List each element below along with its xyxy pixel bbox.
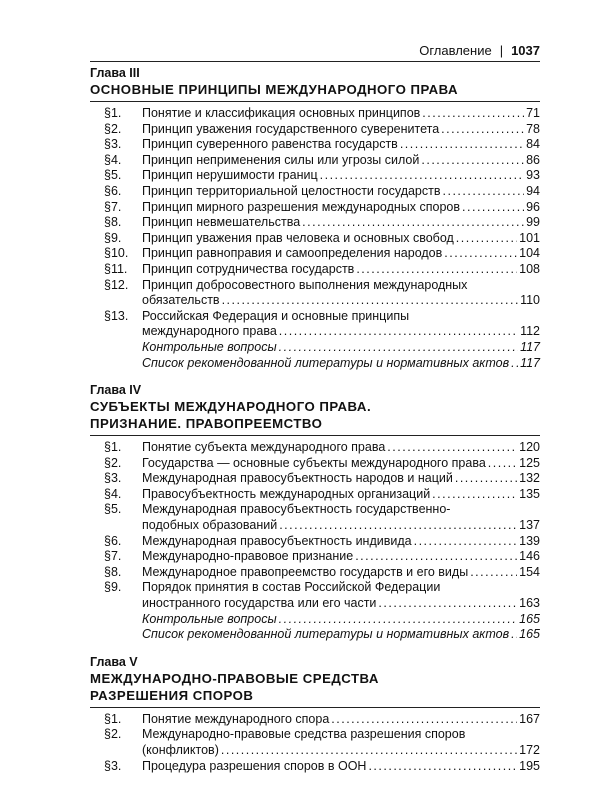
toc-entry[interactable] <box>90 262 540 278</box>
section-number <box>90 340 142 356</box>
toc-entry[interactable] <box>90 309 540 340</box>
entry-title: обязательств <box>142 293 220 308</box>
section-number: §7. <box>104 549 122 564</box>
page-number: 139 <box>519 533 540 548</box>
entry-text <box>142 184 540 200</box>
section-number: §7. <box>104 199 122 214</box>
toc-entry[interactable] <box>90 278 540 309</box>
entry-line <box>142 246 540 262</box>
page-number: 172 <box>519 743 540 757</box>
entry-line <box>142 518 540 534</box>
section-number: §11. <box>104 261 128 276</box>
section-number: §2. <box>104 727 122 742</box>
entry-text <box>142 727 540 758</box>
toc-entry[interactable] <box>90 759 540 775</box>
entry-text <box>142 137 540 153</box>
section-number: §9. <box>104 580 122 595</box>
entry-line <box>142 293 540 309</box>
dot-leader <box>331 712 517 728</box>
toc-entry[interactable] <box>90 471 540 487</box>
page-number: 96 <box>526 199 540 214</box>
entry-line <box>142 502 540 518</box>
entry-title: Международная правосубъектность индивида <box>142 533 412 548</box>
dot-leader <box>356 262 517 278</box>
dot-leader <box>470 565 517 581</box>
entry-title: Принцип равноправия и самоопределения народов <box>142 246 443 261</box>
chapter-label: Глава IV <box>90 383 142 398</box>
entry-line <box>142 340 540 356</box>
entry-title: Список рекомендованной литературы и нормативных актов <box>142 627 510 642</box>
toc-entry[interactable] <box>90 487 540 503</box>
entry-line <box>142 106 540 122</box>
entry-title: иностранного государства или его части <box>142 596 377 611</box>
entry-text <box>142 712 540 728</box>
entry-line <box>142 356 540 372</box>
entry-text <box>142 246 540 262</box>
dot-leader <box>421 153 524 169</box>
page-number: 78 <box>526 121 540 136</box>
dot-leader <box>511 356 518 372</box>
entry-text <box>142 456 540 472</box>
entry-line <box>142 324 540 340</box>
entry-line <box>142 487 540 503</box>
entry-text <box>142 122 540 138</box>
page-number: 165 <box>519 611 540 626</box>
entry-title: Правосубъектность международных организаций <box>142 486 431 501</box>
entry-line <box>142 471 540 487</box>
section-number: §3. <box>104 471 122 486</box>
page-number: 163 <box>519 596 540 611</box>
entry-text <box>142 168 540 184</box>
dot-leader <box>455 471 517 487</box>
entry-title: Контрольные вопросы <box>142 339 277 354</box>
toc-entry[interactable] <box>90 137 540 153</box>
toc-entry[interactable] <box>90 712 540 728</box>
entry-text <box>142 215 540 231</box>
entry-line <box>142 565 540 581</box>
entry-line <box>142 549 540 565</box>
entry-title: Контрольные вопросы <box>142 611 277 626</box>
chapter-title <box>90 670 540 708</box>
page-number: 110 <box>520 293 540 308</box>
chapter-title-line: СУБЪЕКТЫ МЕЖДУНАРОДНОГО ПРАВА. <box>90 399 372 415</box>
page-number: 112 <box>520 324 540 339</box>
entry-title: Принцип уважения прав человека и основных свобод <box>142 230 454 245</box>
section-number: §9. <box>104 230 122 245</box>
entry-title: (конфликтов) <box>142 743 219 757</box>
entry-text <box>142 440 540 456</box>
entry-line <box>142 262 540 278</box>
page-number: 117 <box>520 355 540 370</box>
entry-title: Процедура разрешения споров в ООН <box>142 758 367 773</box>
dot-leader <box>400 137 524 153</box>
entry-title: Российская Федерация и основные принципы <box>142 308 410 323</box>
entry-title: Принцип сотрудничества государств <box>142 261 355 276</box>
dot-leader <box>279 340 518 356</box>
toc-entry[interactable] <box>90 580 540 611</box>
chapter <box>90 383 540 643</box>
toc-entry[interactable] <box>90 456 540 472</box>
page-number: 132 <box>519 471 540 486</box>
page-number: 108 <box>519 261 540 276</box>
dot-leader <box>414 534 518 550</box>
table-of-contents <box>90 66 540 786</box>
entry-title: Международная правосубъектность народов и наций <box>142 471 453 486</box>
section-number: §8. <box>104 564 122 579</box>
running-header <box>90 36 540 62</box>
dot-leader <box>443 184 525 200</box>
chapter <box>90 655 540 774</box>
toc-entry[interactable] <box>90 215 540 231</box>
toc-entry[interactable] <box>90 200 540 216</box>
entry-line <box>142 278 540 294</box>
entry-title: Международное правопреемство государств и его виды <box>142 564 469 579</box>
toc-entry[interactable] <box>90 168 540 184</box>
section-number: §5. <box>104 168 122 183</box>
header-section: Оглавление <box>419 43 492 58</box>
toc-entry[interactable] <box>90 565 540 581</box>
chapter-title <box>90 81 540 102</box>
entry-text <box>142 565 540 581</box>
dot-leader <box>456 231 517 247</box>
page-number: 146 <box>519 549 540 564</box>
page-number: 99 <box>526 215 540 230</box>
entry-text <box>142 580 540 611</box>
entry-text <box>142 487 540 503</box>
section-number: §8. <box>104 215 122 230</box>
dot-leader <box>511 627 517 643</box>
dot-leader <box>302 215 524 231</box>
toc-entry[interactable] <box>90 184 540 200</box>
entry-line <box>142 612 540 628</box>
entry-line <box>142 153 540 169</box>
entry-text <box>142 627 540 643</box>
section-number: §4. <box>104 152 122 167</box>
entry-text <box>142 340 540 356</box>
toc-entry[interactable] <box>90 502 540 533</box>
page-number: 104 <box>519 246 540 261</box>
page-number: 86 <box>526 152 540 167</box>
dot-leader <box>222 293 519 309</box>
entry-text <box>142 356 540 372</box>
dot-leader <box>355 549 517 565</box>
entry-line <box>142 231 540 247</box>
section-number: §6. <box>104 533 122 548</box>
dot-leader <box>368 759 517 775</box>
section-number: §1. <box>104 440 122 455</box>
toc-entry[interactable] <box>90 612 540 628</box>
section-number: §3. <box>104 758 122 773</box>
entry-line <box>142 596 540 612</box>
entry-text <box>142 200 540 216</box>
entry-title: Принцип уважения государственного суверенитета <box>142 121 440 136</box>
dot-leader <box>279 518 517 534</box>
chapter-title <box>90 398 540 436</box>
entry-text <box>142 309 540 340</box>
dot-leader <box>378 596 517 612</box>
page-number: 94 <box>526 183 540 198</box>
page-number: 125 <box>519 455 540 470</box>
entry-title: Список рекомендованной литературы и нормативных актов <box>142 355 510 370</box>
section-number: §13. <box>104 308 129 323</box>
dot-leader <box>441 122 524 138</box>
toc-entry[interactable] <box>90 231 540 247</box>
entry-text <box>142 153 540 169</box>
toc-entry[interactable] <box>90 106 540 122</box>
chapter-title-line: ОСНОВНЫЕ ПРИНЦИПЫ МЕЖДУНАРОДНОГО ПРАВА <box>90 82 459 97</box>
toc-entry[interactable] <box>90 440 540 456</box>
entry-line <box>142 168 540 184</box>
page-number: 101 <box>519 230 540 245</box>
section-number: §3. <box>104 137 122 152</box>
page-number: 154 <box>519 564 540 579</box>
chapter <box>90 66 540 371</box>
dot-leader <box>221 743 517 759</box>
dot-leader <box>279 612 517 628</box>
page-number: 135 <box>519 486 540 501</box>
entry-title: Принцип невмешательства <box>142 215 301 230</box>
section-number <box>90 627 142 643</box>
section-number <box>90 356 142 372</box>
toc-entry[interactable] <box>90 727 540 758</box>
entry-text <box>142 471 540 487</box>
dot-leader <box>488 456 517 472</box>
entry-line <box>142 200 540 216</box>
page-number: 195 <box>519 758 540 773</box>
entry-line <box>142 534 540 550</box>
entry-title: международного права <box>142 324 277 339</box>
chapter-title-line: ПРИЗНАНИЕ. ПРАВОПРЕЕМСТВО <box>90 416 323 432</box>
entry-title: Принцип добросовестного выполнения международных <box>142 277 468 292</box>
entry-text <box>142 549 540 565</box>
header-separator: | <box>499 43 504 58</box>
chapter-title-line: РАЗРЕШЕНИЯ СПОРОВ <box>90 687 254 703</box>
entry-text <box>142 759 540 775</box>
entry-text <box>142 262 540 278</box>
entry-title: Понятие и классификация основных принципов <box>142 106 421 120</box>
section-number: §2. <box>104 121 122 136</box>
section-number: §1. <box>104 711 122 726</box>
section-number: §12. <box>104 277 129 292</box>
dot-leader <box>320 168 524 184</box>
dot-leader <box>422 106 524 122</box>
dot-leader <box>462 200 524 216</box>
entry-title: Принцип нерушимости границ <box>142 168 318 183</box>
entry-line <box>142 440 540 456</box>
entry-line <box>142 215 540 231</box>
toc-entry[interactable] <box>90 153 540 169</box>
entry-title: Понятие международного спора <box>142 711 330 726</box>
page-number: 137 <box>519 518 540 533</box>
dot-leader <box>279 324 518 340</box>
entry-line <box>142 309 540 325</box>
entry-text <box>142 612 540 628</box>
dot-leader <box>444 246 517 262</box>
dot-leader <box>432 487 517 503</box>
dot-leader <box>387 440 517 456</box>
page-number: 167 <box>519 711 540 726</box>
section-number: §5. <box>104 502 122 517</box>
entry-title: Порядок принятия в состав Российской Федерации <box>142 580 441 595</box>
entry-text <box>142 534 540 550</box>
entry-title: Принцип мирного разрешения международных споров <box>142 199 461 214</box>
section-number: §1. <box>104 106 122 120</box>
page-number: 120 <box>519 440 540 455</box>
entry-line <box>142 712 540 728</box>
toc-entry[interactable] <box>90 534 540 550</box>
entry-line <box>142 727 540 743</box>
entry-title: Государства — основные субъекты международного права <box>142 455 486 470</box>
entry-line <box>142 759 540 775</box>
entry-title: Международно-правовые средства разрешения споров <box>142 727 466 742</box>
page-number: 117 <box>520 339 540 354</box>
entry-line <box>142 627 540 643</box>
toc-entry[interactable] <box>90 549 540 565</box>
header-page-number: 1037 <box>511 43 540 58</box>
toc-entry[interactable] <box>90 246 540 262</box>
toc-entry[interactable] <box>90 356 540 372</box>
chapter-label: Глава III <box>90 66 140 80</box>
page-number: 71 <box>526 106 540 120</box>
toc-entry[interactable] <box>90 122 540 138</box>
section-number: §6. <box>104 183 122 198</box>
entry-title: Принцип неприменения силы или угрозы силой <box>142 152 420 167</box>
section-number: §10. <box>104 246 129 261</box>
entry-line <box>142 184 540 200</box>
entry-title: Международно-правовое признание <box>142 549 354 564</box>
entry-text <box>142 278 540 309</box>
entry-title: Принцип территориальной целостности государств <box>142 183 441 198</box>
chapter-title-line: МЕЖДУНАРОДНО-ПРАВОВЫЕ СРЕДСТВА <box>90 670 379 686</box>
entry-line <box>142 456 540 472</box>
toc-entry[interactable] <box>90 627 540 643</box>
entry-title: Понятие субъекта международного права <box>142 440 386 455</box>
toc-entry[interactable] <box>90 340 540 356</box>
entry-title: Международная правосубъектность государственно- <box>142 502 451 517</box>
section-number: §4. <box>104 486 122 501</box>
entry-title: Принцип суверенного равенства государств <box>142 137 398 152</box>
section-number <box>90 612 142 628</box>
entry-line <box>142 122 540 138</box>
entry-text <box>142 231 540 247</box>
chapter-label: Глава V <box>90 654 138 669</box>
section-number: §2. <box>104 455 122 470</box>
entry-line <box>142 137 540 153</box>
entry-text <box>142 106 540 122</box>
entry-line <box>142 580 540 596</box>
entry-title: подобных образований <box>142 518 278 533</box>
page-number: 93 <box>526 168 540 183</box>
page-number: 84 <box>526 137 540 152</box>
page-number: 165 <box>519 627 540 642</box>
entry-text <box>142 502 540 533</box>
entry-line <box>142 743 540 759</box>
